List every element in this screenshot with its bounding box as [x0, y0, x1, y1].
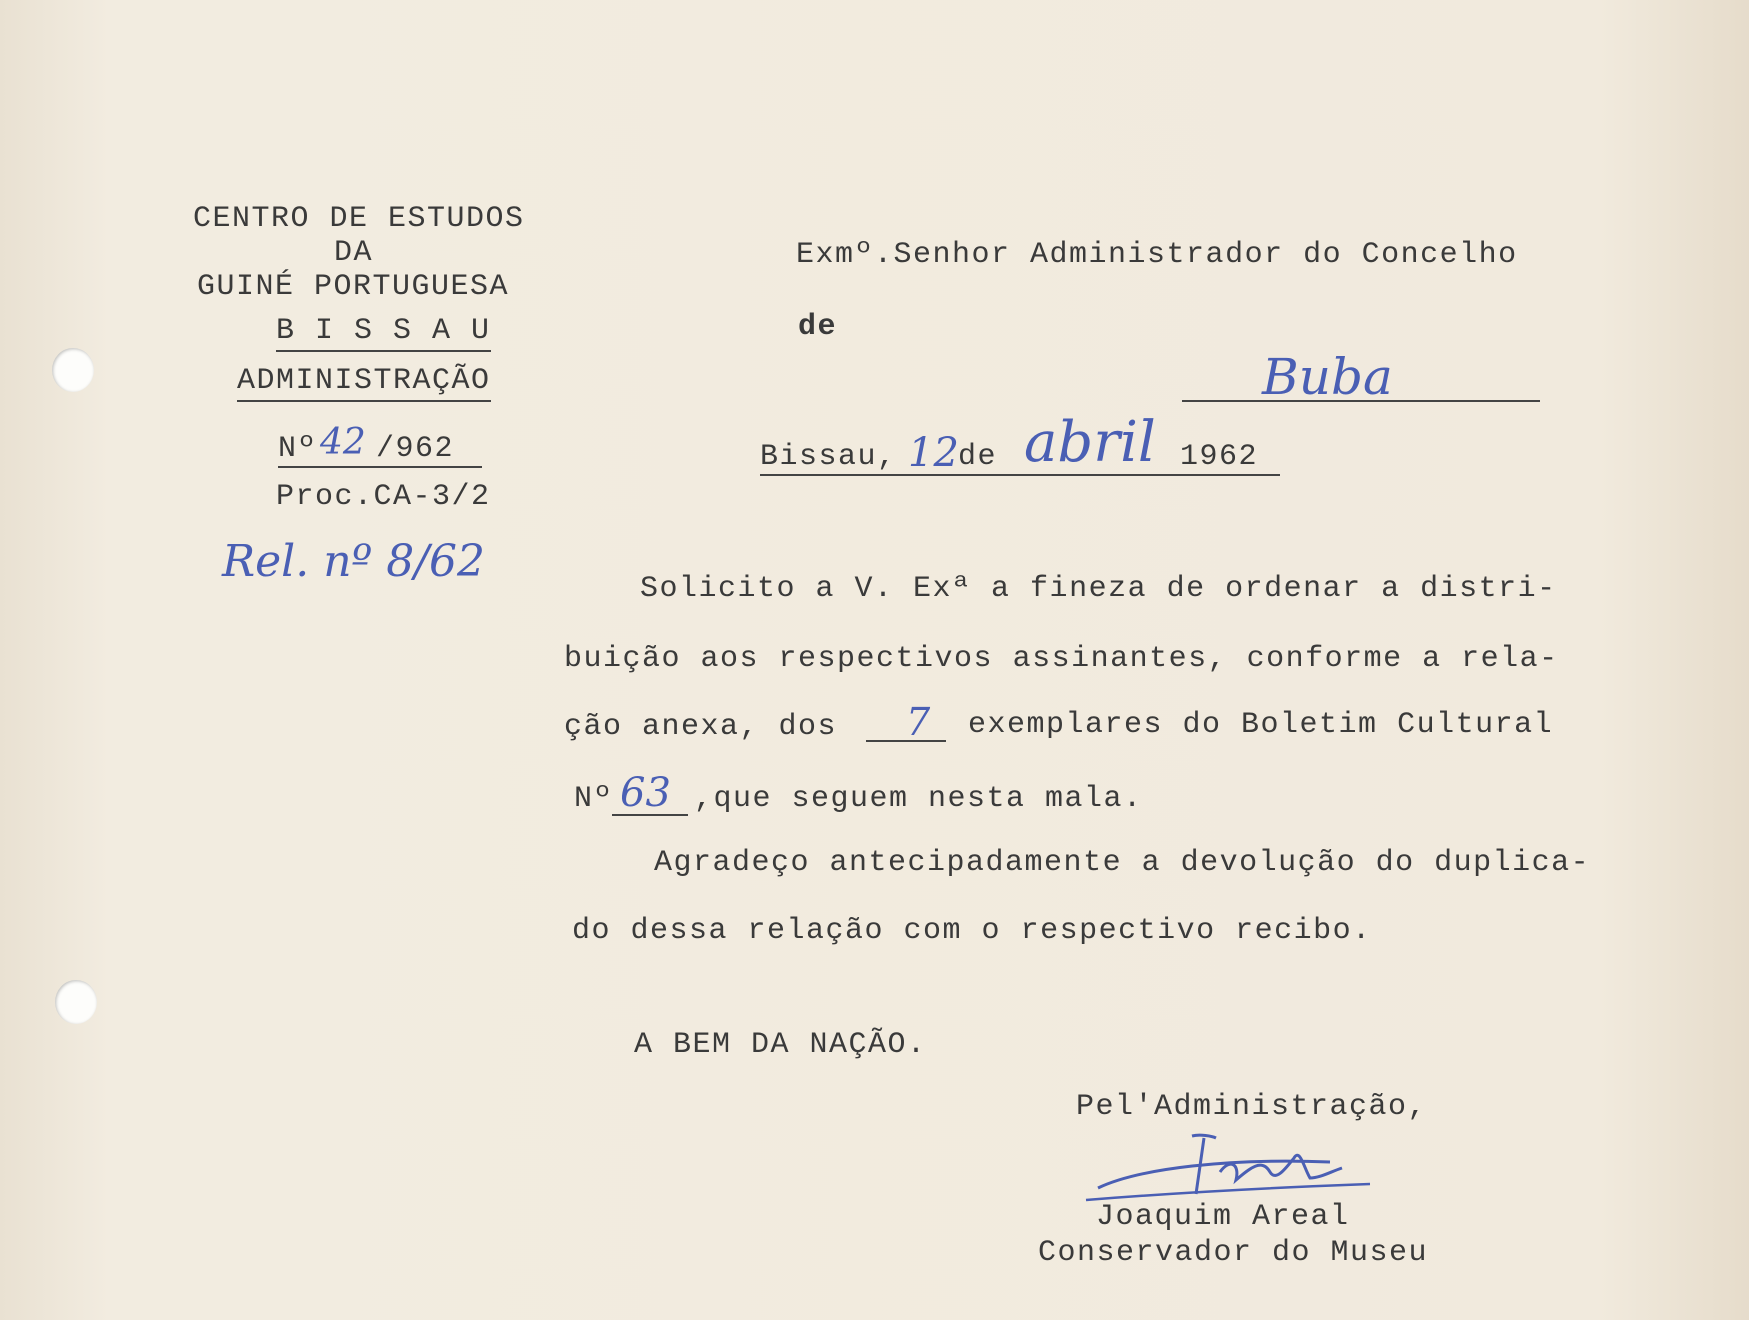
addressee-line1: Exmº.Senhor Administrador do Concelho — [796, 238, 1518, 272]
body-p1-line3b: exemplares do Boletim Cultural — [968, 708, 1554, 742]
reference-number-prefix: Nº — [278, 432, 318, 466]
issue-number-handwritten: 63 — [620, 770, 671, 816]
letterhead-department: ADMINISTRAÇÃO — [237, 364, 491, 402]
body-p2-line1: Agradeço antecipadamente a devolução do duplica- — [654, 846, 1591, 880]
closing-salutation: A BEM DA NAÇÃO. — [634, 1028, 927, 1062]
letterhead-line3: GUINÉ PORTUGUESA — [197, 270, 510, 304]
body-p1-line2: buição aos respectivos assinantes, conforme a rela- — [564, 642, 1559, 676]
dateline-underline — [760, 474, 1280, 476]
punch-hole-bottom — [55, 980, 97, 1024]
addressee-place-handwritten: Buba — [1262, 348, 1393, 406]
dateline-day-handwritten: 12 — [908, 430, 959, 476]
relation-number-handwritten: Rel. nº 8/62 — [222, 536, 486, 587]
letterhead-line1: CENTRO DE ESTUDOS — [193, 202, 525, 236]
punch-hole-top — [52, 348, 94, 392]
body-p1-line4a: Nº — [574, 782, 614, 816]
dateline-year: 1962 — [1180, 440, 1259, 474]
signer-name: Joaquim Areal — [1096, 1200, 1350, 1234]
process-reference: Proc.CA-3/2 — [276, 480, 491, 514]
body-p1-line3a: ção anexa, dos — [564, 710, 838, 744]
reference-number-underline — [278, 466, 482, 468]
dateline-city: Bissau, — [760, 440, 897, 474]
copies-count-underline — [866, 740, 946, 742]
letterhead-city: B I S S A U — [276, 314, 491, 352]
addressee-place-underline — [1182, 400, 1540, 402]
reference-number-year: /962 — [376, 432, 455, 466]
dateline-de: de — [958, 440, 998, 474]
body-p2-line2: do dessa relação com o respectivo recibo. — [572, 914, 1372, 948]
closing-for-administration: Pel'Administração, — [1076, 1090, 1428, 1124]
copies-count-handwritten: 7 — [906, 700, 931, 744]
reference-number-handwritten: 42 — [320, 422, 366, 463]
dateline-month-handwritten: abril — [1024, 410, 1156, 475]
addressee-line2: de — [798, 310, 838, 344]
letterhead-line2: DA — [334, 236, 374, 270]
body-p1-line1: Solicito a V. Exª a fineza de ordenar a distri- — [640, 572, 1557, 606]
body-p1-line4b: ,que seguem nesta mala. — [694, 782, 1143, 816]
signer-title: Conservador do Museu — [1038, 1236, 1429, 1270]
issue-number-underline — [612, 814, 688, 816]
